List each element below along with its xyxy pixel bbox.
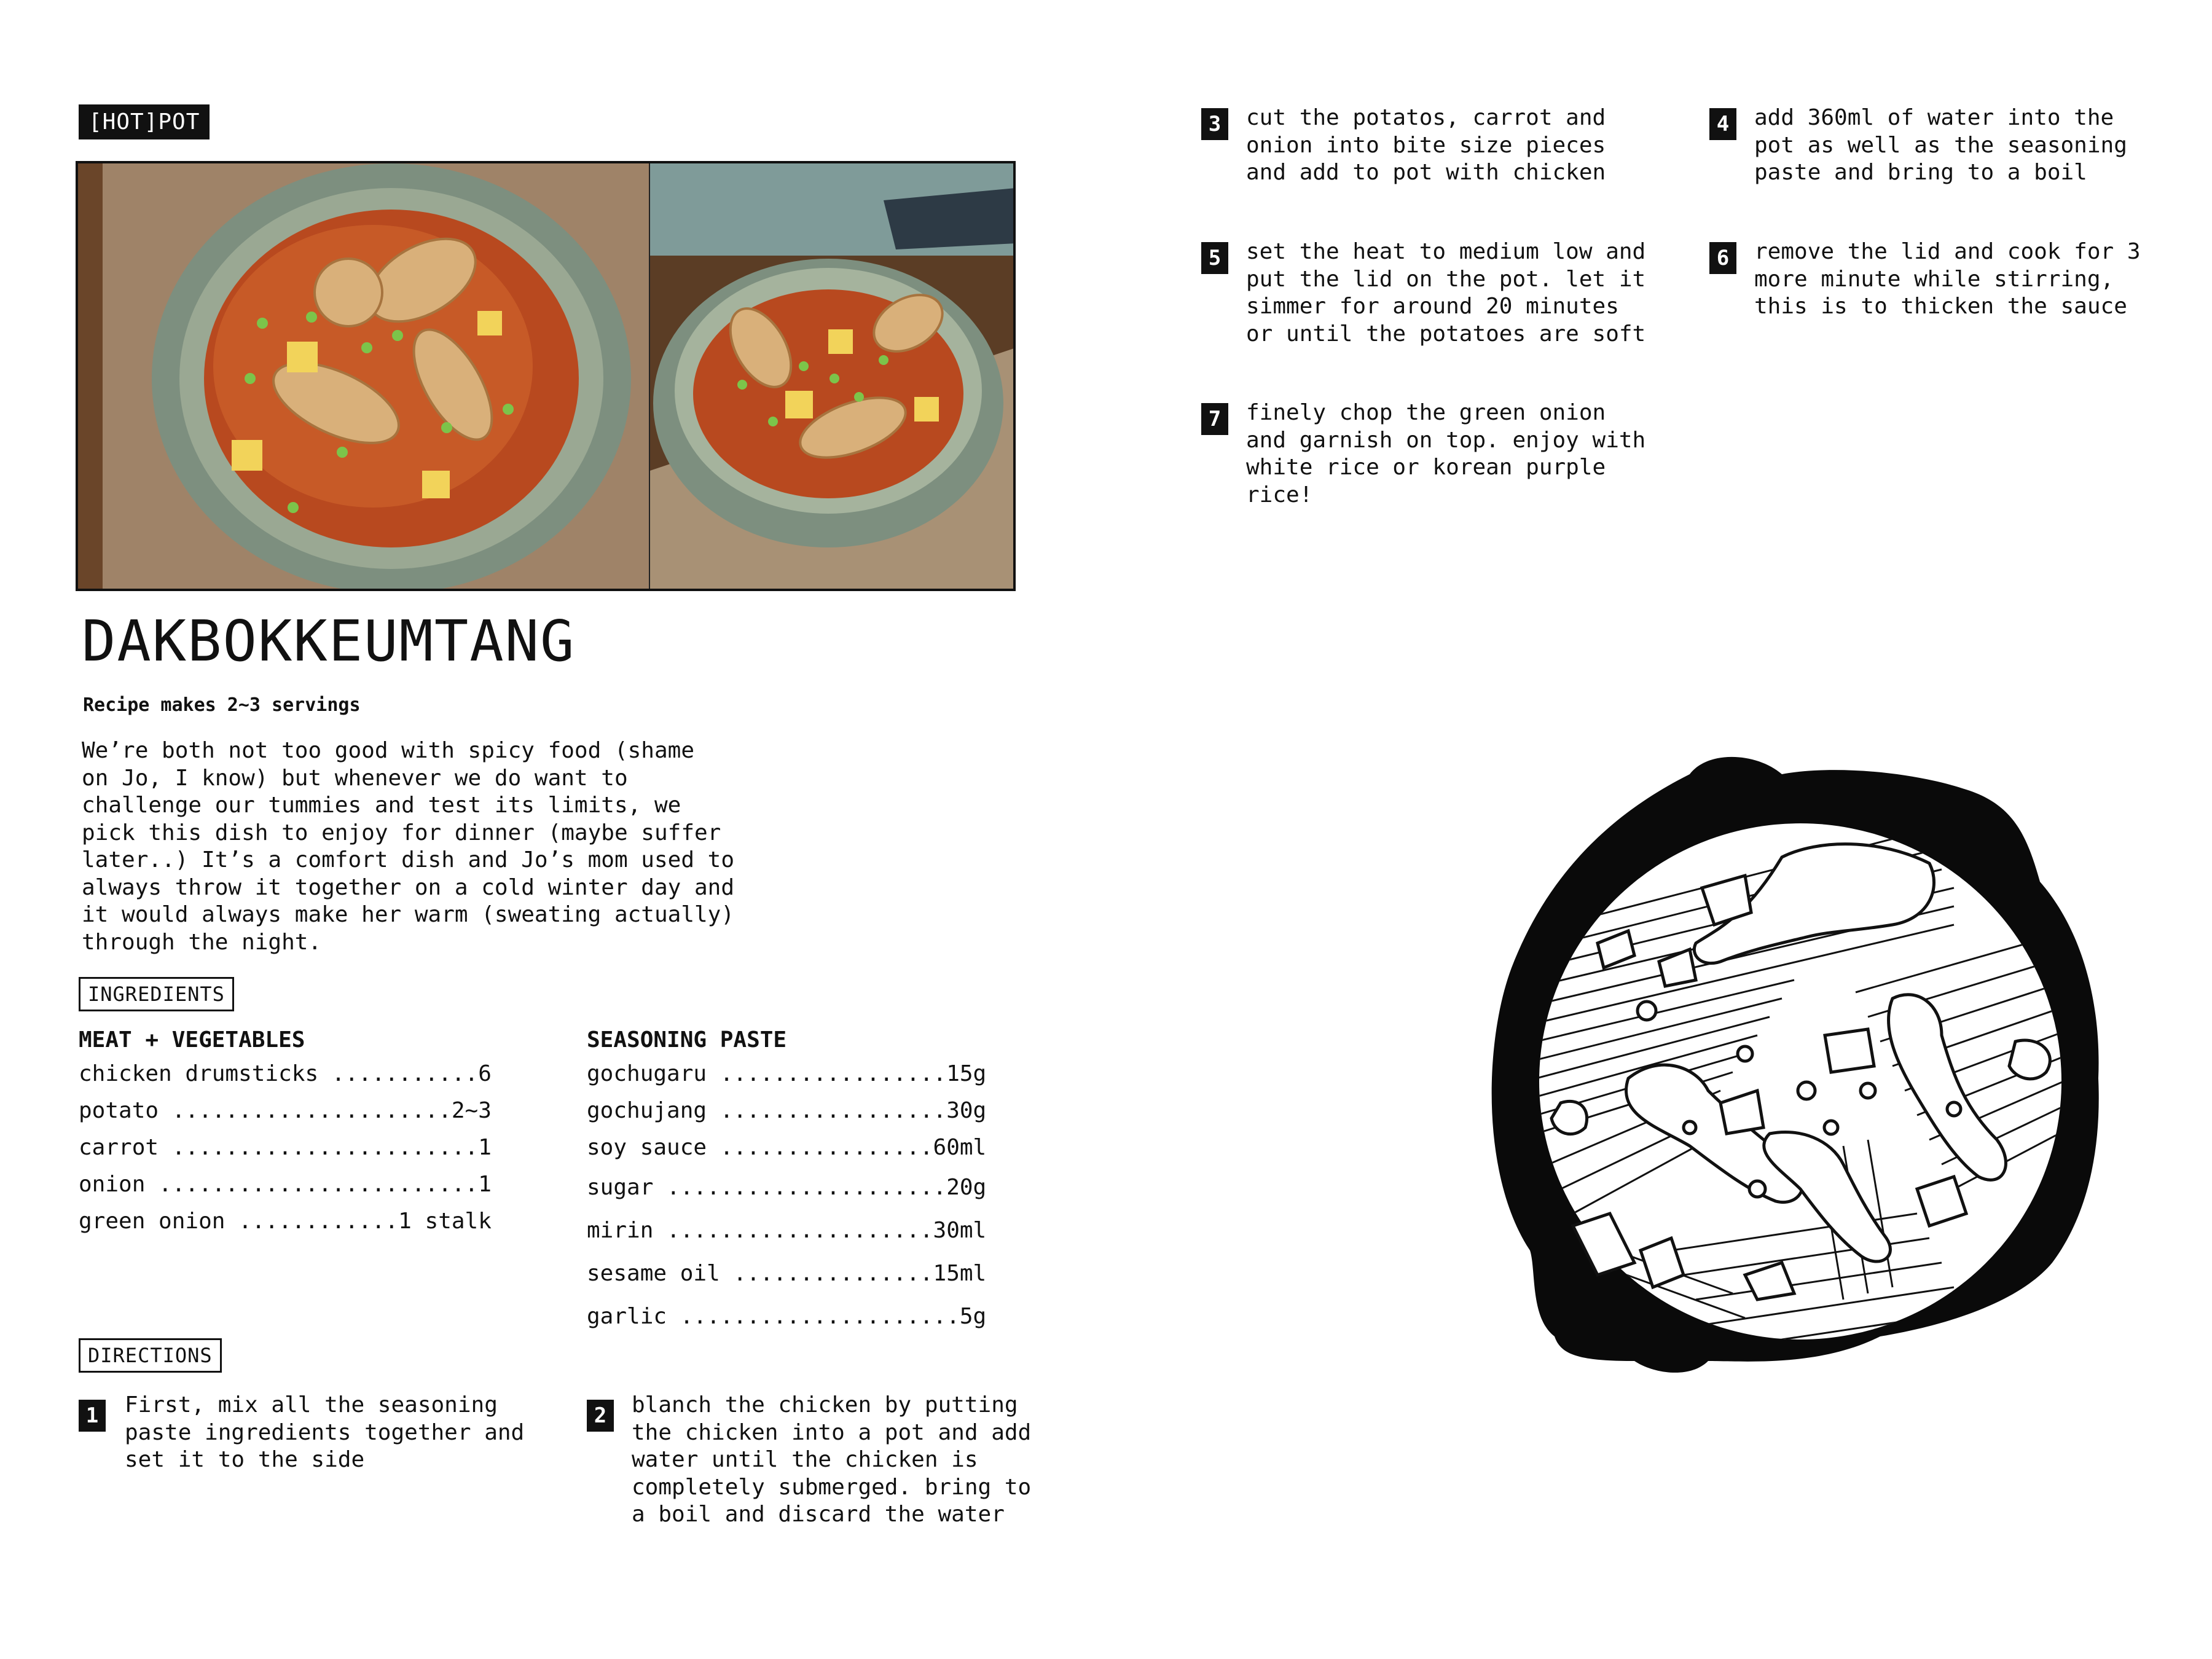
servings-note: Recipe makes 2~3 servings [83, 694, 361, 716]
step-text: cut the potatos, carrot and onion into bite size pieces and add to pot with chicken [1246, 105, 1606, 185]
step-number: 6 [1709, 242, 1736, 274]
seasoning-row: soy sauce ................60ml [587, 1135, 987, 1160]
seasoning-row: mirin ....................30ml [587, 1218, 987, 1243]
dish-photo-side-view [649, 163, 1013, 589]
dish-photos [76, 161, 1016, 591]
step-text: blanch the chicken by putting the chicken into a pot and add water until the chicken is completely submerged. bring to a boil and discard the water [632, 1392, 1032, 1527]
step-number: 4 [1709, 108, 1736, 140]
recipe-title: DAKBOKKEUMTANG [82, 608, 576, 674]
ingredient-row: carrot .......................1 [79, 1135, 492, 1160]
step-text: First, mix all the seasoning paste ingredients together and set it to the side [125, 1392, 525, 1472]
step-text: add 360ml of water into the pot as well as the seasoning paste and bring to a boil [1754, 105, 2127, 185]
seasoning-row: sugar .....................20g [587, 1175, 987, 1200]
step-number: 7 [1201, 403, 1228, 435]
step-text: finely chop the green onion and garnish on top. enjoy with white rice or korean purple rice! [1246, 400, 1646, 508]
step-text: remove the lid and cook for 3 more minute while stirring, this is to thicken the sauce [1754, 239, 2141, 319]
dish-photo-top-view [78, 163, 649, 589]
meat-veg-heading: MEAT + VEGETABLES [79, 1027, 305, 1053]
step-number: 3 [1201, 108, 1228, 140]
ingredient-row: onion ........................1 [79, 1172, 492, 1197]
seasoning-heading: SEASONING PASTE [587, 1027, 787, 1053]
section-tag: [HOT]POT [79, 104, 210, 139]
seasoning-row: garlic .....................5g [587, 1304, 987, 1329]
seasoning-row: sesame oil ...............15ml [587, 1261, 987, 1286]
ingredients-label: INGREDIENTS [79, 977, 234, 1011]
ingredient-row: potato .....................2~3 [79, 1098, 492, 1123]
pot-illustration [1487, 747, 2114, 1422]
ingredient-row: chicken drumsticks ...........6 [79, 1061, 492, 1086]
step-number: 2 [587, 1400, 614, 1432]
directions-label: DIRECTIONS [79, 1338, 222, 1373]
seasoning-row: gochujang .................30g [587, 1098, 987, 1123]
step-number: 5 [1201, 242, 1228, 274]
intro-paragraph: We’re both not too good with spicy food (shame on Jo, I know) but whenever we do want to challenge our tummies and test its limits, we pick this dish to enjoy for dinner (maybe suffer later..) It’s a comfort dish and Jo’s mom used to always throw it together on a cold winter day and it would always make her warm (sweating actually) through the night. [82, 738, 735, 955]
ingredient-row: green onion ............1 stalk [79, 1209, 492, 1234]
step-number: 1 [79, 1400, 106, 1432]
step-text: set the heat to medium low and put the lid on the pot. let it simmer for around 20 minutes or until the potatoes are soft [1246, 239, 1646, 347]
seasoning-row: gochugaru .................15g [587, 1061, 987, 1086]
